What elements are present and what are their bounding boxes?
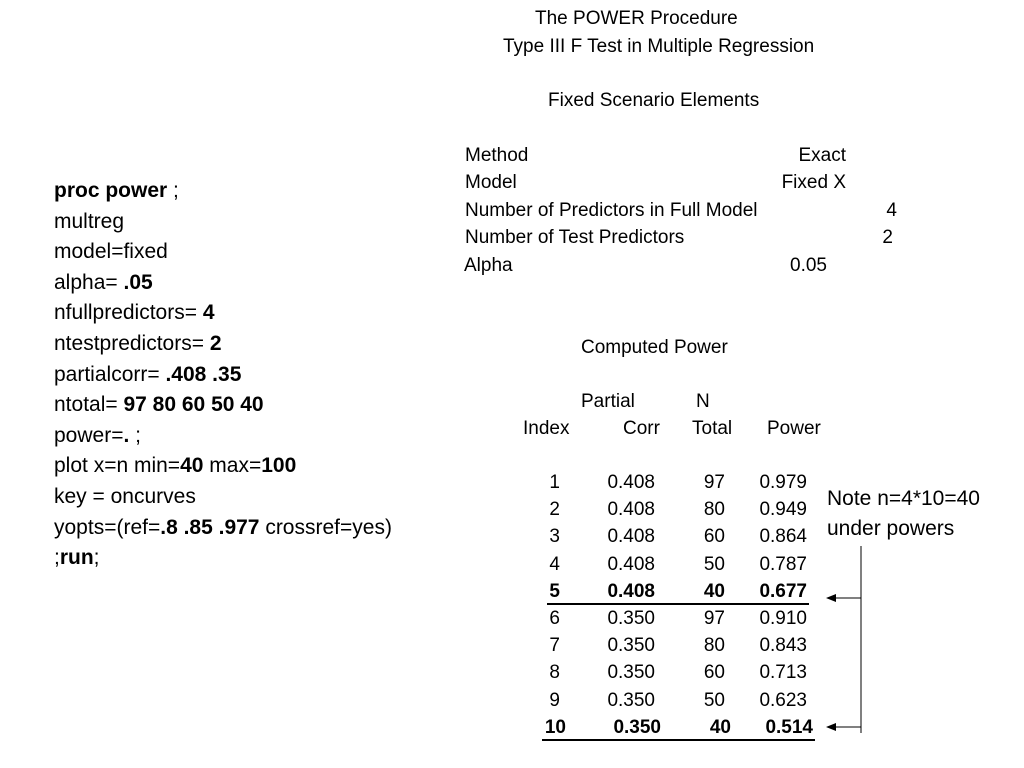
fixed-label: Method — [465, 145, 529, 166]
code-text: plot x=n min= — [54, 454, 181, 478]
cell-corr: 0.408 — [607, 499, 655, 521]
cell-corr: 0.408 — [607, 580, 655, 602]
code-text: partialcorr= — [54, 362, 166, 386]
code-text: crossref=yes) — [259, 515, 392, 539]
header-n: N — [696, 391, 710, 412]
code-text: ; — [167, 179, 179, 202]
cell-n: 60 — [703, 662, 725, 684]
cell-index: 2 — [549, 499, 560, 521]
code-text: power= — [54, 423, 124, 447]
cell-corr: 0.350 — [607, 662, 655, 684]
fixed-value: Exact — [798, 145, 846, 166]
cell-power: 0.864 — [759, 526, 807, 548]
code-keyword: .408 .35 — [165, 362, 242, 386]
cell-n: 40 — [709, 716, 731, 738]
header-corr: Corr — [623, 418, 660, 439]
cell-power: 0.843 — [759, 635, 807, 657]
code-keyword: . — [123, 423, 130, 447]
fixed-label: Model — [465, 172, 517, 193]
code-text: multreg — [54, 209, 125, 233]
cell-index: 3 — [549, 526, 560, 548]
fixed-value: 0.05 — [790, 255, 827, 276]
code-keyword: 100 — [261, 454, 297, 478]
fixed-value: 2 — [882, 227, 893, 248]
code-keyword: run — [59, 546, 94, 570]
cell-corr: 0.408 — [607, 472, 655, 493]
code-keyword: 4 — [202, 301, 215, 325]
cell-index: 4 — [549, 553, 560, 575]
note-line-2: under powers — [827, 517, 955, 540]
code-keyword: .8 .85 .977 — [160, 515, 260, 539]
cell-n: 80 — [703, 635, 725, 657]
fixed-value: 4 — [886, 200, 897, 221]
cell-n: 60 — [703, 526, 725, 548]
fixed-value: Fixed X — [781, 172, 846, 193]
cell-corr: 0.350 — [607, 608, 655, 629]
code-text: nfullpredictors= — [54, 301, 203, 325]
cell-n: 97 — [703, 472, 725, 493]
code-keyword: 2 — [209, 331, 222, 355]
computed-power-heading: Computed Power — [581, 337, 728, 358]
cell-power: 0.623 — [759, 689, 807, 711]
cell-power: 0.949 — [759, 499, 807, 521]
code-text: ; — [129, 423, 141, 447]
arrow-head-row-5 — [826, 594, 836, 602]
code-text: model=fixed — [54, 240, 168, 264]
cell-index: 5 — [549, 580, 560, 602]
code-text: ; — [54, 546, 60, 570]
cell-corr: 0.408 — [607, 526, 655, 548]
code-keyword: .05 — [123, 270, 153, 294]
cell-index: 1 — [549, 472, 560, 493]
note-line-1: Note n=4*10=40 — [827, 487, 980, 510]
code-keyword: proc power — [54, 179, 168, 202]
cell-index: 7 — [549, 635, 560, 657]
cell-index: 9 — [549, 689, 560, 711]
arrow-head-row-10 — [826, 723, 836, 731]
fixed-label: Number of Predictors in Full Model — [465, 200, 758, 221]
cell-power: 0.514 — [765, 716, 813, 738]
output-title: The POWER Procedure — [535, 8, 738, 29]
cell-corr: 0.350 — [607, 689, 655, 711]
header-index: Index — [523, 418, 570, 439]
code-text: ntestpredictors= — [54, 331, 210, 355]
header-power: Power — [767, 418, 821, 439]
code-text: ; — [93, 546, 100, 570]
header-total: Total — [692, 418, 733, 439]
cell-n: 80 — [703, 499, 725, 521]
cell-power: 0.713 — [759, 662, 807, 684]
cell-index: 8 — [549, 662, 560, 684]
fixed-label: Alpha — [464, 255, 513, 276]
cell-power: 0.787 — [759, 553, 807, 575]
cell-power: 0.677 — [759, 580, 807, 602]
cell-corr: 0.350 — [607, 635, 655, 657]
code-keyword: 40 — [180, 454, 204, 478]
cell-power: 0.910 — [759, 608, 807, 629]
code-text: max= — [203, 454, 262, 478]
code-text: yopts=(ref= — [54, 515, 161, 539]
cell-n: 50 — [703, 553, 725, 575]
fixed-label: Number of Test Predictors — [465, 227, 685, 248]
cell-index: 6 — [549, 608, 560, 629]
output-subtitle: Type III F Test in Multiple Regression — [503, 36, 815, 57]
cell-corr: 0.408 — [607, 553, 655, 575]
cell-n: 97 — [703, 608, 725, 629]
code-keyword: 97 80 60 50 40 — [123, 393, 264, 417]
code-text: key = oncurves — [54, 484, 196, 508]
code-text: ntotal= — [54, 393, 124, 417]
cell-corr: 0.350 — [613, 716, 661, 738]
code-text: alpha= — [54, 270, 124, 294]
cell-n: 50 — [703, 689, 725, 711]
cell-n: 40 — [703, 580, 725, 602]
cell-index: 10 — [544, 716, 566, 738]
fixed-scenario-heading: Fixed Scenario Elements — [548, 90, 760, 111]
header-partial: Partial — [581, 391, 635, 412]
cell-power: 0.979 — [759, 472, 807, 493]
